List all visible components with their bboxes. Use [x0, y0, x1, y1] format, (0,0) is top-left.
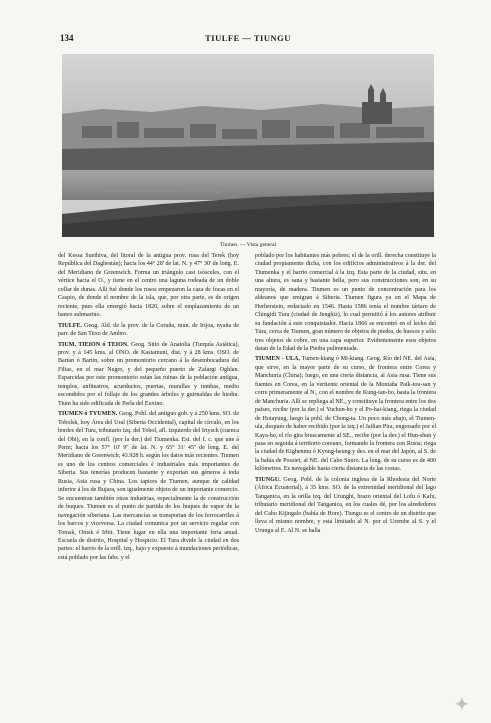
entry-text: Geog. Pobl. del antiguo gob. y á 250 kms. SO. de Tobolsk, hoy Área del Ural (Siberia Occidental), capital de círculo, en los bordes del Tura, tributario izq. del Tobol, afl. izquierdo del Irtysch (cuenca del Obi), en la confl. (por la der.) del Tiumenka. Est. del f. c. que une á Perm; hacia los 57° 10' 9'' de lat. N. y 65° 31' 45'' de long. E. del Meridiano de Greenwich; 43.928 h. según los datos más recientes. Tiumen es uno de los centros comerciales é industriales más importantes de Siberia. Sus tenerías producen bastante y exportan sus géneros á toda Rusia, Asia rusa y China. Los tapices de Tiumen, aunque de calidad inferior á los de Bujara, son igualmente objeto de un importante comercio. Se encuentran también otras industrias, especialmente la de construcción de buques. Tiumen es el punto de partida de los buques de vapor de la navegación siberiana. Las mercancías se transportan de los ferrocarriles á los barcos y viceversa. La ciudad comunica por un servicio regular con Tomsk, Omsk é Irbit. Tiene lugar en ella una importante feria anual. Escuela de distrito, Hospital y Hospicio. El Tura divide la ciudad en dos partes: el barrio de la orill. izq., bajo y expuesto á inundaciones periódicas, está poblado por las fabs. y el	[58, 411, 239, 561]
city-photograph	[62, 54, 434, 237]
entry-text: Geog. Pobl. de la colonia inglesa de la Rhodesia del Norte (África Ecuatorial), á 35 kms. SO. de la extremidad meridional del lago Tanganica, en la orilla izq. del Urunghi, brazo oriental del Lofu ó Kafu, tributario meridional del Tanganica, en los cuales dé, por los alrededores del Cabo Kijingalo (bahía de Hore). Tiungu es el centro de un distrito que lleva el mismo nombre, y está limitado al N. por el Urembe al S. y el Urungu al E. Al N. se halla	[255, 476, 436, 534]
entry-text: Geog. Sitio de Anatolia (Turquía Asiática), prov. y á 145 kms. al ONO. de Kastamuni, dist. y á 28 kms. OSO. de Bartan ó Bartin, sobre un promontorio cercano á la desembocadura del Filias, en el mar Negro, y del pequeño puerto de Zafargi Oghlan. Esparcidas por este promontorio están las ruinas de la población antigua, templos, anfiteatros, acueductos, puertas, murallas y tumbas, medio escondidos por el follaje de los grandes árboles y guirnaldas de hiedra. Tium ha sido edificada de Perla del Euxino.	[58, 341, 239, 407]
watermark: ✦	[454, 695, 469, 714]
dictionary-entry	[58, 322, 239, 339]
entry-text: poblado por los habitantes más pobres; el de la orill. derecha constituye la ciudad propiamente dicha, con los edificios administrativos á la der. del Tiumenka y el barrio comercial á la izq. Esta parte de la ciudad, situ. en una altura, es sana y bastante bella, pero sus construcciones son, en su mayoría, de madera. Tiumen es un punto de concentración para los aldeanos que emigran á Siberia. Tiumen figura ya en el Mapa de Herberstein, redactado en 1546. Hasta 1586 tenía el nombre tártaro de Chingidi Tura (ciudad de Jenghiz), lo cual permitió á los autores atribuir su fundación á este conquistador. Hacia 1866 se encontró en el lecho del Tura, cerca de Tiumen, gran número de objetos de piedra, de huesos y sólo tres objetos de cobre, en una capa superior. Evidentemente esos objetos datan de la Edad de la Piedra pulimentada.	[255, 253, 436, 352]
running-head: TIULFE — TIUNGU	[205, 33, 291, 43]
photo-caption: Tiumen. — Vista general	[219, 242, 277, 248]
text-paragraph	[58, 252, 239, 320]
dictionary-entry	[58, 410, 239, 562]
left-column	[58, 252, 239, 697]
entry-text: Tumen-kiang ó Mi-kiang. Geog. Río del NE. del Asia, que sirve, en la mayor parte de su curso, de frontera entre Corea y Manchuria (China); luego, en una cierta distancia, al Asia rusa. Tiene sus fuentes en Corea, en la vertiente oriental de la Montaña Paik-tou-san y corre primeramente al N., con el nombre de Kung-tan-ho, hasta la frontera de Manchuria. Allí se repliega al NE., y constituye la frontera entre los dos países, recibe (por la der.) el Yuchun-ho y el Po-hai-kiang, riega la ciudad de Hoiayung, luego la pobl. de Chong-ta. Un poco más abajo, el Tiumen-ula, después de haber recibido (por la izq.) el Jailian Pira, engrosado por el Kaya-ho, el río gira bruscamente al SE., recibe (por la der.) el Hun-shun y pasa en seguida á territorio coreano, formando la frontera con Rusia; riega la ciudad de Kighenmu ó Kyong-heung y des. en el mar del Japón, al S. de la bahía de Possiet, al NE. del Cabo Suuro. La long. de su curso es de 400 kilómetros. Es navegable hasta cierta distancia de las costas.	[255, 356, 436, 473]
entry-headword: TIULFE.	[58, 322, 83, 329]
entry-text: del Kessa Suethiva, del litoral de la antigua prov. rusa del Terek (hoy República del Daghestán); hacia los 44° 28' de lat. N. y 47° 30' de long. E. del Meridiano de Greenwich. Forma un triángulo casi isósceles, con el vértice hacia el O., y tiene en el centro una laguna rodeada de un doble collar de dunas. Allí fué donde los rusos empezaron la caza de focas en el Caspio, de donde el nombre de la isla, que, por otra parte, es de origen reciente, pues ella emergió hacia 1820, sobre el emplazamiento de un banco submarino.	[58, 253, 239, 319]
entry-headword: TIUNGU.	[255, 476, 281, 483]
dictionary-entry	[58, 341, 239, 409]
entry-headword: TIUMEN - ULA,	[255, 356, 300, 363]
text-paragraph	[255, 252, 436, 353]
page-header	[60, 33, 436, 45]
entry-headword: TIUM, TIEION ó TEION.	[58, 341, 129, 348]
dictionary-entry	[255, 476, 436, 535]
page-number: 134	[60, 33, 74, 43]
entry-text: Geog. Ald. de la prov. de la Coruña, mun. de Irijoa, nyaña de parr. de San Tirso de Ambro.	[58, 322, 239, 338]
dictionary-entry	[255, 355, 436, 473]
entry-headword: TIUMEN ó TYUMEN.	[58, 411, 118, 418]
right-column	[255, 252, 436, 697]
